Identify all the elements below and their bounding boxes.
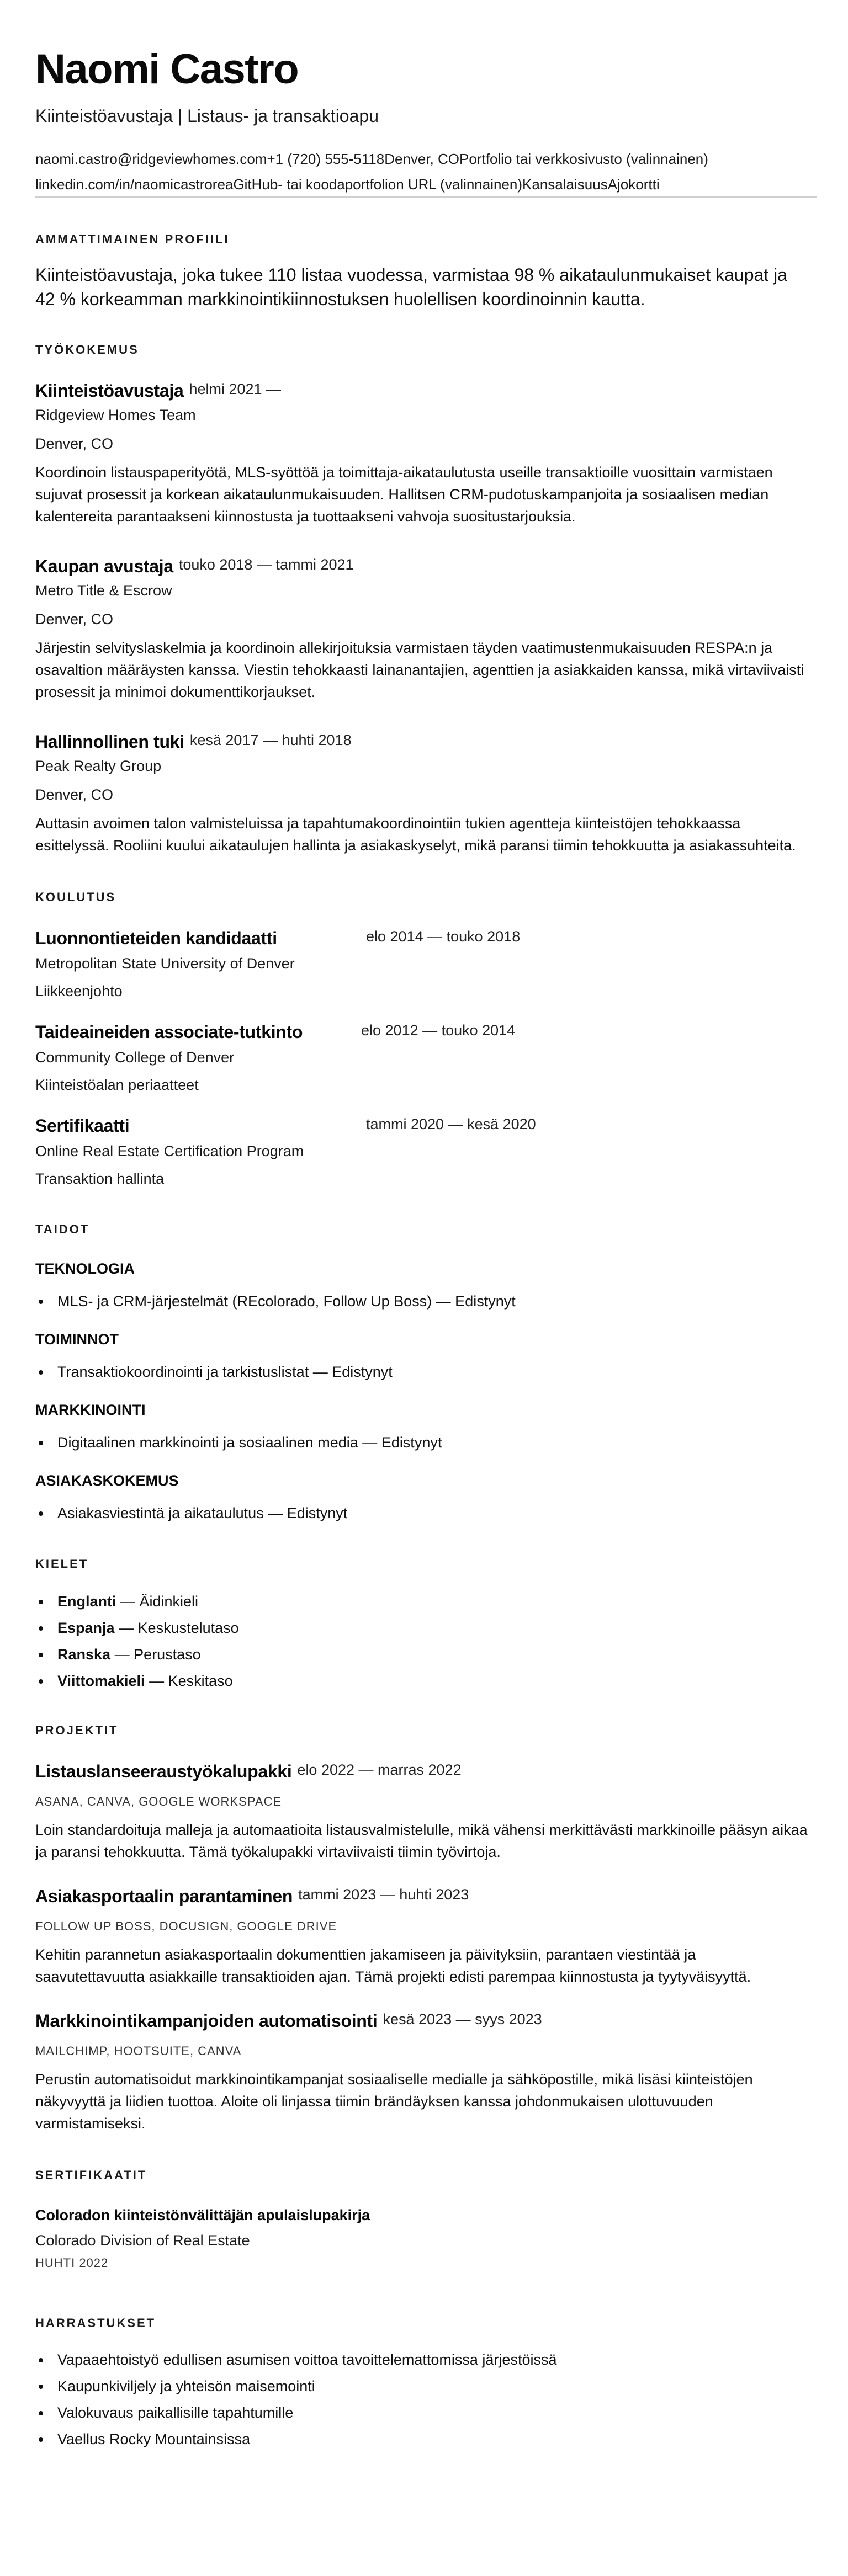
contact-portfolio[interactable]: Portfolio tai verkkosivusto (valinnainen) (459, 151, 708, 167)
certification-name: Coloradon kiinteistönvälittäjän apulaislupakirja (35, 2207, 370, 2223)
skill-group (35, 1259, 813, 1311)
resume-header (35, 43, 813, 198)
contact-linkedin[interactable]: linkedin.com/in/naomicastrorea (35, 176, 234, 193)
entry-header (35, 380, 813, 402)
project-dates: elo 2022 — marras 2022 (297, 1761, 462, 1778)
experience-entry (35, 731, 813, 856)
section-title-profile: AMMATTIMAINEN PROFIILI (35, 232, 230, 246)
skill-group (35, 1330, 813, 1382)
language-item (35, 1641, 813, 1668)
skill-item: Asiakasviestintä ja aikataulutus — Edistynyt (35, 1503, 813, 1523)
certifications-list (35, 2205, 813, 2271)
project-description: Perustin automatisoidut markkinointikampanjat sosiaaliselle medialle ja sähköpostille, mikä lisäsi kiinteistöjen näkyvyyttä ja liidien tuottoa. Aloite oli linjassa tiimin brändäyksen kanssa johdonmukaisen ulottuvuuden varmistamiseksi. (35, 2071, 753, 2132)
skill-item: Transaktiokoordinointi ja tarkistuslistat — Edistynyt (35, 1362, 813, 1382)
language-name: Englanti (57, 1593, 116, 1610)
project-dates: kesä 2023 — syys 2023 (383, 2011, 542, 2027)
skill-category: ASIAKASKOKEMUS (35, 1472, 179, 1489)
language-item (35, 1615, 813, 1641)
job-description: Järjestin selvityslaskelmia ja koordinoin allekirjoituksia varmistaen täyden vaatimustenmukaisuuden RESPA:n ja osavaltion määräysten kanssa. Viestin tehokkaasti lainanantajien, agenttien ja asiakkaiden kanssa, mikä virtaviivaisti prosessit ja minimoi dokumenttikorjaukset. (35, 640, 804, 700)
contact-phone[interactable]: +1 (720) 555-5118 (267, 151, 385, 167)
project-entry (35, 1885, 813, 1988)
experience-entry (35, 555, 813, 703)
education-dates: tammi 2020 — kesä 2020 (366, 1116, 536, 1132)
contact-drivers-license: Ajokortti (607, 176, 660, 193)
skill-item: MLS- ja CRM-järjestelmät (REcolorado, Follow Up Boss) — Edistynyt (35, 1291, 813, 1311)
job-dates: kesä 2017 — huhti 2018 (189, 732, 352, 748)
degree-title: Luonnontieteiden kandidaatti (35, 928, 277, 948)
language-name: Ranska (57, 1646, 111, 1663)
project-entry (35, 2010, 813, 2135)
job-title: Kiinteistöavustaja (35, 381, 184, 401)
skill-items (35, 1503, 813, 1523)
skill-category: TEKNOLOGIA (35, 1260, 135, 1277)
experience-list (35, 380, 813, 856)
header-divider (35, 196, 817, 198)
entry-header (35, 555, 813, 577)
skill-items (35, 1362, 813, 1382)
experience-section (35, 342, 813, 856)
skill-items (35, 1433, 813, 1452)
job-title: Hallinnollinen tuki (35, 732, 184, 752)
education-dates: elo 2014 — touko 2018 (366, 928, 521, 945)
hobby-item: Vaellus Rocky Mountainsissa (35, 2426, 813, 2452)
field-of-study: Liikkeenjohto (35, 983, 123, 999)
certification-date: HUHTI 2022 (35, 2256, 109, 2270)
skill-items (35, 1291, 813, 1311)
degree-title: Taideaineiden associate-tutkinto (35, 1022, 303, 1042)
skill-category: MARKKINOINTI (35, 1402, 146, 1418)
project-name: Markkinointikampanjoiden automatisointi (35, 2011, 378, 2031)
skill-group (35, 1471, 813, 1523)
section-title-skills: TAIDOT (35, 1222, 90, 1236)
job-description: Auttasin avoimen talon valmisteluissa ja tapahtumakoordinointiin tukien agentteja kiinteistöjen tehokkaassa esittelyssä. Rooliini kuului aikataulujen hallinta ja asiakaskyselyt, mikä paransi tiimin tehokkuutta ja asiakassuhteita. (35, 815, 796, 854)
degree-title: Sertifikaatti (35, 1116, 130, 1136)
contact-row-primary (35, 149, 813, 169)
job-title: Kaupan avustaja (35, 556, 173, 576)
language-level: — Keskustelutaso (114, 1620, 239, 1636)
hobbies-section (35, 2316, 813, 2452)
job-location: Denver, CO (35, 786, 114, 803)
certification-entry (35, 2205, 813, 2271)
school-name: Metropolitan State University of Denver (35, 955, 295, 972)
entry-header (35, 731, 813, 753)
project-entry (35, 1760, 813, 1863)
section-title-certifications: SERTIFIKAATIT (35, 2168, 147, 2182)
profile-summary: Kiinteistöavustaja, joka tukee 110 listaa vuodessa, varmistaa 98 % aikataulunmukaiset kaupat ja 42 % korkeamman markkinointikiinnostuksen huolellisen koordinoinnin kautta. (35, 265, 787, 309)
project-name: Listauslanseeraustyökalupakki (35, 1761, 292, 1781)
job-description: Koordinoin listauspaperityötä, MLS-syöttöä ja toimittaja-aikataulutusta useille transaktioille vuosittain varmistaen sujuvat prosessit ja korkean aikataulunmukaisuuden. Hallitsen CRM-pudotuskampanjoita ja sosiaalisen median kalentereita parantaakseni kiinnostusta ja tuottaakseni vahvoja suositustarjouksia. (35, 464, 773, 525)
profile-section (35, 232, 813, 311)
project-tools: MAILCHIMP, HOOTSUITE, CANVA (35, 2044, 242, 2058)
languages-section (35, 1556, 813, 1694)
school-name: Online Real Estate Certification Program (35, 1143, 304, 1159)
headline: Kiinteistöavustaja | Listaus- ja transaktioapu (35, 106, 379, 126)
language-level: — Keskitaso (145, 1673, 233, 1689)
contact-row-secondary (35, 174, 813, 194)
certifications-section (35, 2168, 813, 2271)
entry-header (35, 1760, 813, 1782)
skill-group (35, 1401, 813, 1452)
language-level: — Perustaso (110, 1646, 201, 1663)
project-description: Loin standardoituja malleja ja automaatioita listausvalmistelulle, mikä vähensi merkittävästi markkinoille pääsyn aikaa ja paransi tehokkuutta. Tämä työkalupakki virtaviivaisti tiimin työvirtoja. (35, 1822, 808, 1860)
education-list (35, 927, 813, 1189)
school-name: Community College of Denver (35, 1049, 235, 1066)
section-title-projects: PROJEKTIT (35, 1723, 119, 1737)
contact-email[interactable]: naomi.castro@ridgeviewhomes.com (35, 151, 267, 167)
skills-list (35, 1259, 813, 1523)
contact-location: Denver, CO (384, 151, 460, 167)
language-name: Espanja (57, 1620, 115, 1636)
entry-header (35, 2010, 813, 2032)
language-item (35, 1668, 813, 1694)
experience-entry (35, 380, 813, 528)
contact-github[interactable]: GitHub- tai koodaportfolion URL (valinnainen) (233, 176, 523, 193)
project-name: Asiakasportaalin parantaminen (35, 1886, 293, 1906)
hobbies-list (35, 2346, 813, 2452)
company-name: Peak Realty Group (35, 758, 162, 774)
education-section (35, 890, 813, 1189)
section-title-education: KOULUTUS (35, 890, 116, 904)
company-name: Ridgeview Homes Team (35, 407, 196, 423)
skill-category: TOIMINNOT (35, 1331, 119, 1348)
hobby-item: Kaupunkiviljely ja yhteisön maisemointi (35, 2373, 813, 2399)
skill-item: Digitaalinen markkinointi ja sosiaalinen media — Edistynyt (35, 1433, 813, 1452)
hobby-item: Valokuvaus paikallisille tapahtumille (35, 2399, 813, 2426)
field-of-study: Transaktion hallinta (35, 1170, 165, 1187)
language-name: Viittomakieli (57, 1673, 145, 1689)
certification-issuer: Colorado Division of Real Estate (35, 2232, 250, 2249)
education-dates: elo 2012 — touko 2014 (361, 1022, 516, 1039)
project-description: Kehitin parannetun asiakasportaalin dokumenttien jakamiseen ja päivityksiin, parantaen viestintää ja saavutettavuutta asiakkaille transaktioiden ajan. Tämä projekti edisti parempaa kiinnostusta ja tyytyväisyyttä. (35, 1946, 751, 1985)
field-of-study: Kiinteistöalan periaatteet (35, 1077, 199, 1093)
company-name: Metro Title & Escrow (35, 582, 172, 599)
entry-header (35, 1021, 813, 1043)
project-tools: FOLLOW UP BOSS, DOCUSIGN, GOOGLE DRIVE (35, 1919, 337, 1933)
education-entry (35, 1021, 813, 1095)
education-entry (35, 1115, 813, 1189)
section-title-hobbies: HARRASTUKSET (35, 2316, 156, 2330)
projects-section (35, 1723, 813, 2135)
job-location: Denver, CO (35, 611, 114, 627)
languages-list (35, 1588, 813, 1694)
entry-header (35, 1885, 813, 1907)
projects-list (35, 1760, 813, 2135)
project-tools: ASANA, CANVA, GOOGLE WORKSPACE (35, 1795, 282, 1808)
project-dates: tammi 2023 — huhti 2023 (298, 1886, 469, 1903)
candidate-name: Naomi Castro (35, 46, 299, 93)
job-location: Denver, CO (35, 435, 114, 452)
job-dates: helmi 2021 — (189, 381, 282, 397)
contact-citizenship: Kansalaisuus (522, 176, 608, 193)
hobby-item: Vapaaehtoistyö edullisen asumisen voittoa tavoittelemattomissa järjestöissä (35, 2346, 813, 2373)
language-item (35, 1588, 813, 1615)
education-entry (35, 927, 813, 1001)
job-dates: touko 2018 — tammi 2021 (178, 556, 354, 573)
skills-section (35, 1222, 813, 1523)
section-title-languages: KIELET (35, 1557, 89, 1571)
entry-header (35, 927, 813, 949)
entry-header (35, 1115, 813, 1137)
section-title-experience: TYÖKOKEMUS (35, 343, 139, 356)
language-level: — Äidinkieli (116, 1593, 199, 1610)
